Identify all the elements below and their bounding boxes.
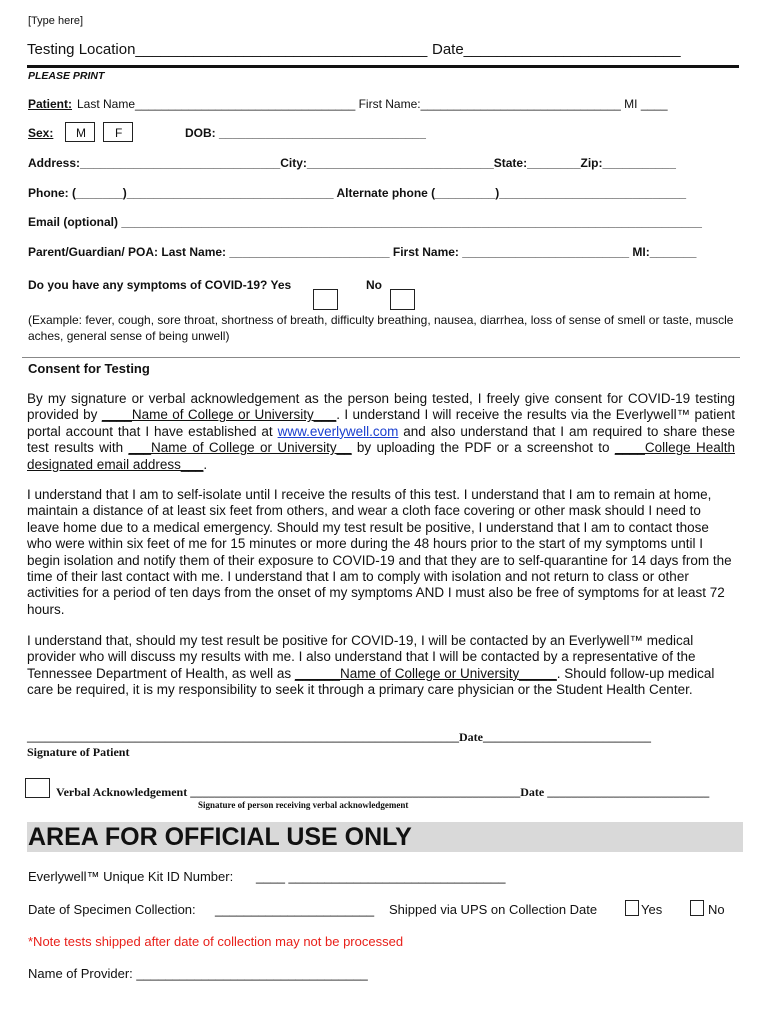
consent-p1-text-b: . I understand I will receive the results via the Everlywell™ patient portal account that I have established at [27,407,735,439]
sex-label: Sex: [28,126,54,140]
patient-signature-label: Signature of Patient [27,745,130,759]
header-divider [27,65,739,68]
symptoms-no-label: No [366,278,382,292]
official-use-banner [27,822,743,852]
type-here-placeholder: [Type here] [28,15,84,27]
consent-paragraph-2: I understand that I am to self-isolate until I receive the results of this test. I understand that I am to remain at home, maintain a distance of at least six feet from others, and wear a cloth face covering or other mask should I need to leave home due to a medical emergency. Should my test result be positive, I understand that I am to contact those who were within six feet of me for 15 minutes or more during the 48 hours prior to the start of my symptoms until I begin isolation and notify them of their exposure to COVID-19 and that they are to self-quarantine for 14 days from the time of their last contact with me. I understand that I am to comply with isolation and not return to class or other activities for a period of ten days from the onset of my symptoms AND I must also be free of symptoms for at least 72 hours. [27,487,732,617]
verbal-ack-sublabel: Signature of person receiving verbal acknowledgement [198,800,409,810]
specimen-date-field[interactable]: ______________________ [215,902,375,917]
symptoms-example: (Example: fever, cough, sore throat, shortness of breath, difficulty breathing, nausea, diarrhea, loss of sense of smell or taste, muscle aches, general sense of being unwell) [28,313,734,343]
sex-f-label: F [115,126,123,140]
sex-m-checkbox[interactable] [65,122,95,142]
official-use-title: AREA FOR OFFICIAL USE ONLY [28,823,412,851]
late-shipping-note: *Note tests shipped after date of collection may not be processed [28,934,404,949]
symptoms-question: Do you have any symptoms of COVID-19? Yes [28,278,292,292]
consent-p1-text-e: . [203,456,208,472]
kit-id-label: Everlywell™ Unique Kit ID Number: [28,869,234,884]
patient-signature-line[interactable]: ________________________________________________________________________Date____________________________ [27,730,651,744]
everlywell-link[interactable]: www.everlywell.com [277,423,399,439]
patient-name-fields[interactable]: Last Name_________________________________ First Name:______________________________ MI ____ [77,97,668,111]
shipped-no-label: No [708,902,725,917]
shipped-ups-label: Shipped via UPS on Collection Date [389,902,598,917]
guardian-row[interactable]: Parent/Guardian/ POA: Last Name: ________________________ First Name: _________________________ MI:_______ [28,245,697,259]
consent-title: Consent for Testing [28,361,150,376]
phone-row[interactable]: Phone: (_______)_______________________________ Alternate phone (_________)____________________________ [28,186,687,200]
college-name-fill-2[interactable]: ___Name of College or University__ [128,440,352,456]
sex-m-label: M [76,126,86,140]
college-name-fill-1[interactable]: ____Name of College or University___ [101,407,337,423]
consent-p1-text-d: by uploading the PDF or a screenshot to [351,440,615,456]
section-divider [22,357,740,358]
consent-p3-text-a: I understand that, should my test result be positive for COVID-19, I will be contacted by an Everlywell™ medical provider who will discuss my results with me. I also understand that I will be contacted by a representative of the Tennessee Department of Health, as well as [27,633,696,681]
verbal-ack-line[interactable]: Verbal Acknowledgement _______________________________________________________Date ___________________________ [56,785,710,799]
provider-name-field[interactable]: Name of Provider: ________________________________ [28,966,368,981]
verbal-ack-checkbox[interactable] [25,778,50,798]
consent-p3-text-b: . Should follow-up medical care be required, it is my responsibility to seek it through a primary care physician or the Student Health Center. [27,665,715,698]
symptoms-yes-checkbox[interactable] [313,289,338,310]
patient-label: Patient: [28,97,73,111]
email-field[interactable]: Email (optional) _______________________________________________________________________________________ [28,215,702,229]
address-row[interactable]: Address:______________________________City:____________________________State:________Zip:___________ [28,156,676,170]
sex-f-checkbox[interactable] [103,122,133,142]
please-print-label: PLEASE PRINT [28,70,105,82]
college-name-fill-3[interactable]: ______Name of College or University_____ [294,665,557,681]
shipped-no-checkbox[interactable] [690,900,704,916]
college-email-fill[interactable]: ____College Health designated email address___ [27,440,735,472]
dob-field[interactable]: DOB: _______________________________ [185,126,426,140]
shipped-yes-label: Yes [641,902,663,917]
consent-paragraph-1 [27,391,735,473]
testing-location-field[interactable]: Testing Location___________________________________ [27,41,428,58]
consent-p1-text-c: and also understand that I am required to share these test results with [27,423,735,456]
specimen-date-label: Date of Specimen Collection: [28,902,196,917]
symptoms-no-checkbox[interactable] [390,289,415,310]
kit-id-field[interactable]: ____ ______________________________ [256,869,506,884]
shipped-yes-checkbox[interactable] [625,900,639,916]
header-date-field[interactable]: Date__________________________ [432,41,681,58]
consent-paragraph-3 [27,633,735,699]
consent-p1-text-a: By my signature or verbal acknowledgement as the person being tested, I freely give consent for COVID-19 testing provided by [27,391,735,423]
